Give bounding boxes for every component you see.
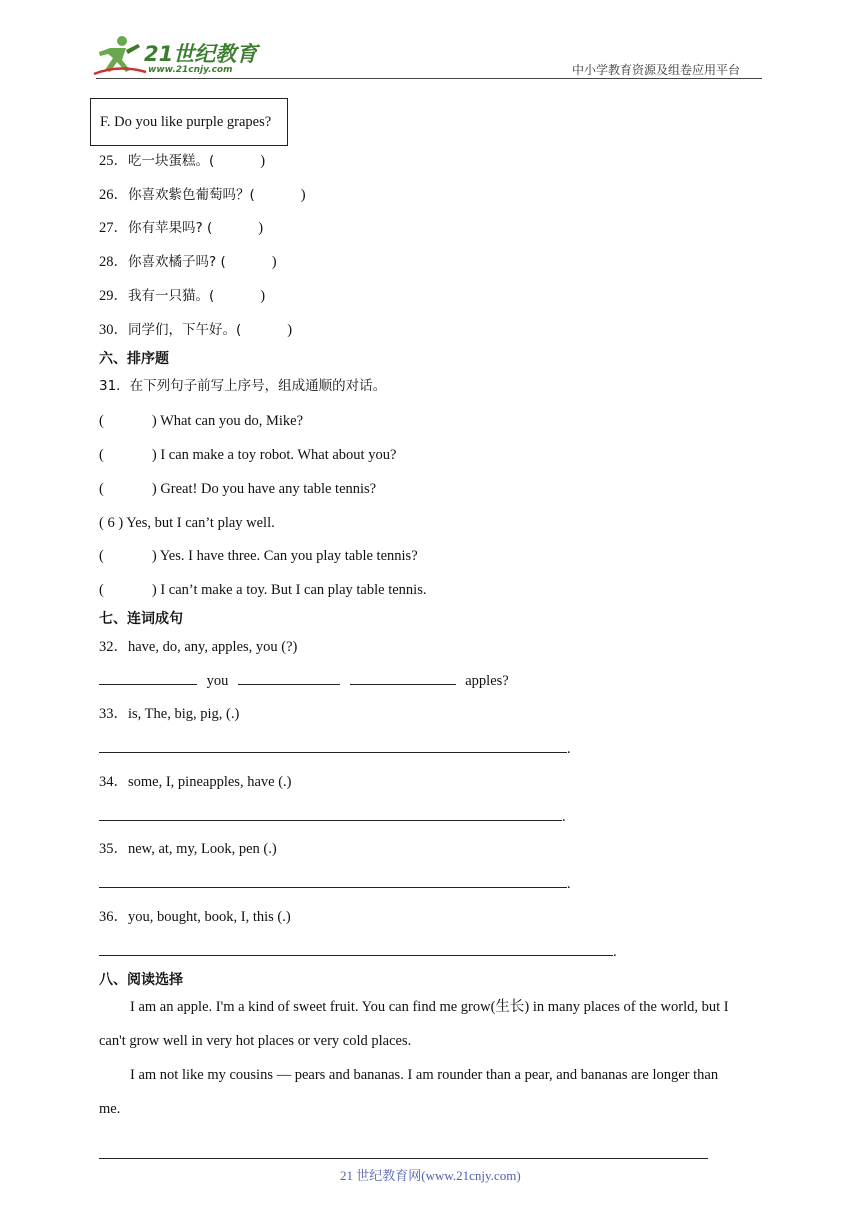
header-platform-text: 中小学教育资源及组卷应用平台: [572, 63, 741, 77]
question-32: 32．have, do, any, apples, you (?): [99, 639, 298, 655]
option-f-box: [90, 98, 288, 146]
answer-blank[interactable]: [350, 670, 456, 685]
passage-line: I am not like my cousins — pears and bananas. I am rounder than a pear, and bananas are longer than: [130, 1067, 719, 1083]
answer-blank[interactable]: [99, 670, 197, 685]
ordering-line: ( ) What can you do, Mike?: [99, 413, 304, 429]
header-divider: [96, 78, 762, 79]
ordering-line: ( ) Great! Do you have any table tennis?: [99, 481, 377, 497]
list-item: 29．我有一只猫。( ): [99, 288, 266, 304]
ordering-line: ( ) I can’t make a toy. But I can play table tennis.: [99, 582, 427, 598]
footer-divider: [99, 1158, 708, 1159]
option-f-text: F. Do you like purple grapes?: [100, 114, 272, 130]
question-32-answer-row: [99, 670, 509, 691]
list-item: 30．同学们，下午好。( ): [99, 322, 293, 338]
list-item: 27．你有苹果吗? ( ): [99, 220, 264, 236]
answer-blank[interactable]: [238, 670, 340, 685]
ordering-line: ( ) Yes. I have three. Can you play table tennis?: [99, 548, 418, 564]
answer-line[interactable]: .: [99, 738, 571, 759]
list-item: 28．你喜欢橘子吗? ( ): [99, 254, 277, 270]
answer-line[interactable]: .: [99, 806, 566, 827]
ordering-line: ( 6 ) Yes, but I can’t play well.: [99, 515, 275, 531]
list-item: 26．你喜欢紫色葡萄吗？( ): [99, 187, 306, 203]
question-33: 33．is, The, big, pig, (.): [99, 706, 240, 722]
logo-text: 21世纪教育: [144, 42, 258, 66]
given-word: apples?: [465, 673, 509, 689]
question-35: 35．new, at, my, Look, pen (.): [99, 841, 277, 857]
passage-line: can't grow well in very hot places or very cold places.: [99, 1033, 412, 1049]
passage-line: me.: [99, 1101, 121, 1117]
question-36: 36．you, bought, book, I, this (.): [99, 909, 291, 925]
section-8-title: 八、阅读选择: [99, 972, 183, 988]
answer-line[interactable]: .: [99, 941, 617, 962]
question-31: 31．在下列句子前写上序号，组成通顺的对话。: [99, 378, 387, 394]
logo-subtext: www.21cnjy.com: [148, 65, 233, 75]
answer-line[interactable]: .: [99, 873, 571, 894]
runner-logo-icon: [92, 34, 148, 76]
section-7-title: 七、连词成句: [99, 611, 183, 627]
list-item: 25．吃一块蛋糕。( ): [99, 153, 266, 169]
ordering-line: ( ) I can make a toy robot. What about you?: [99, 447, 397, 463]
section-6-title: 六、排序题: [99, 351, 169, 367]
passage-line: I am an apple. I'm a kind of sweet fruit. You can find me grow(生长) in many places of the world, but I: [130, 999, 729, 1015]
question-34: 34．some, I, pineapples, have (.): [99, 774, 292, 790]
footer-text: 21 世纪教育网(www.21cnjy.com): [340, 1168, 521, 1183]
logo: [92, 34, 262, 78]
given-word: you: [206, 673, 229, 689]
